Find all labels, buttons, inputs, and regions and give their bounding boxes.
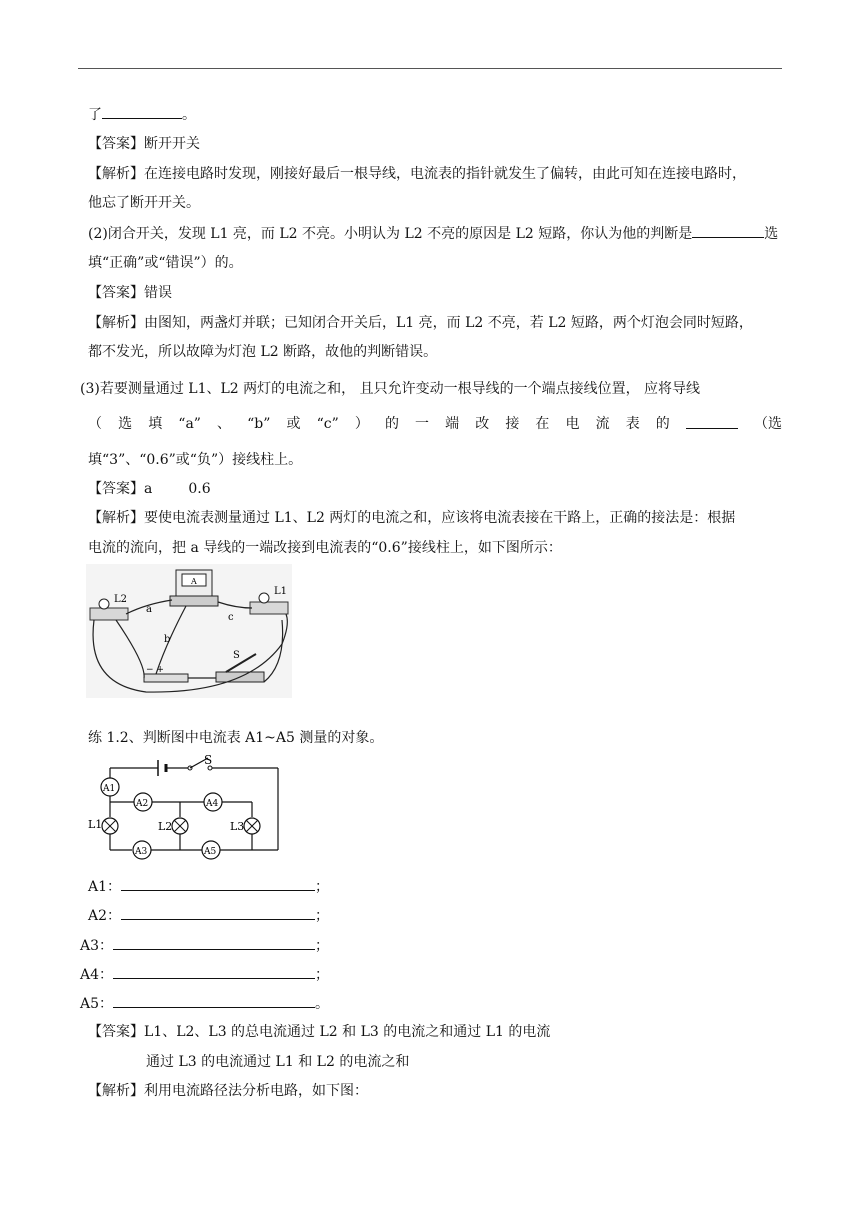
photo-label-l1: L1 (274, 586, 288, 597)
ex12-title: 练 1.2、判断图中电流表 A1~A5 测量的对象。 (88, 730, 384, 746)
battery-holder (144, 674, 188, 682)
photo-label-c: c (228, 612, 234, 623)
q3-stem-line2: （ 选 填 “a” 、 “b” 或 “c” ） 的 一 端 改 接 在 电 流 表 的 （选 (88, 416, 782, 432)
ex12-answer-line1: 【答案】L1、L2、L3 的总电流通过 L2 和 L3 的电流之和通过 L1 的电流 (88, 1024, 551, 1040)
photo-label-s: S (233, 650, 240, 661)
ex12-blank-a5: A5： 。 (80, 993, 329, 1014)
circuit-label-a2: A2 (136, 799, 149, 809)
ex12-blank-a3: A3： ； (80, 935, 329, 956)
circuit-label-l1: L1 (88, 818, 103, 831)
q1-continuation: 了 。 (88, 104, 196, 125)
q3-answer: 【答案】a 0.6 (88, 481, 211, 497)
ex12-analysis: 【解析】利用电流路径法分析电路，如下图： (88, 1083, 368, 1099)
q2-analysis-line2: 都不发光，所以故障为灯泡 L2 断路，故他的判断错误。 (88, 344, 438, 360)
q2-answer: 【答案】错误 (88, 285, 172, 301)
q2-stem-line1: (2)闭合开关，发现 L1 亮，而 L2 不亮。小明认为 L2 不亮的原因是 L2 短路，你认为他的判断是 选 (88, 223, 778, 244)
blank-a3[interactable] (113, 935, 315, 950)
photo-label-meter: A (191, 577, 197, 586)
blank-a5[interactable] (113, 993, 315, 1008)
header-rule (78, 68, 782, 69)
q3-stem-line3: 填“3”、“0.6”或“负”）接线柱上。 (88, 452, 303, 468)
circuit-photo (86, 564, 292, 698)
q1-analysis-line1: 【解析】在连接电路时发现，刚接好最后一根导线，电流表的指针就发生了偏转，由此可知在连接电路时， (88, 166, 746, 182)
q2-stem-line2: 填“正确”或“错误”）的。 (88, 255, 243, 271)
ex12-answer-line2: 通过 L3 的电流通过 L1 和 L2 的电流之和 (146, 1054, 410, 1070)
q3-blank-terminal[interactable] (686, 414, 738, 429)
ex12-blank-a4: A4： ； (80, 964, 329, 985)
l1-board (250, 602, 288, 614)
blank-a2[interactable] (121, 905, 315, 920)
q3-analysis-line1: 【解析】要使电流表测量通过 L1、L2 两灯的电流之和，应该将电流表接在干路上，正确的接法是：根据 (88, 510, 736, 526)
photo-label-l2: L2 (114, 594, 128, 605)
circuit-label-l3: L3 (230, 820, 245, 833)
circuit-label-s: S (204, 754, 213, 767)
q1-blank[interactable] (102, 104, 182, 119)
circuit-label-l2: L2 (158, 820, 173, 833)
q2-analysis-line1: 【解析】由图知，两盏灯并联；已知闭合开关后，L1 亮，而 L2 不亮，若 L2 短路，两个灯泡会同时短路， (88, 315, 753, 331)
blank-a4[interactable] (113, 964, 315, 979)
q2-blank[interactable] (692, 223, 764, 238)
photo-label-b: b (164, 634, 171, 645)
q1-answer: 【答案】断开开关 (88, 136, 200, 152)
blank-a1[interactable] (121, 876, 315, 891)
l2-board (90, 608, 128, 620)
circuit-label-a1: A1 (103, 784, 116, 794)
svg-text:− +: − + (146, 665, 164, 675)
ex12-blank-a1: A1： ； (88, 876, 329, 897)
q1-analysis-line2: 他忘了断开开关。 (88, 195, 200, 211)
ammeter-base (170, 596, 218, 606)
l2-bulb-icon (99, 599, 109, 609)
q3-stem-line1: (3)若要测量通过 L1、L2 两灯的电流之和， 且只允许变动一根导线的一个端点接线位置， 应将导线 (80, 381, 701, 397)
circuit-label-a4: A4 (206, 799, 219, 809)
ex12-blank-a2: A2： ； (88, 905, 329, 926)
circuit-diagram (86, 754, 296, 864)
l1-bulb-icon (259, 593, 269, 603)
circuit-label-a3: A3 (135, 847, 148, 857)
circuit-label-a5: A5 (204, 847, 217, 857)
photo-label-a: a (146, 604, 152, 615)
q3-analysis-line2: 电流的流向，把 a 导线的一端改接到电流表的“0.6”接线柱上，如下图所示： (88, 540, 562, 556)
